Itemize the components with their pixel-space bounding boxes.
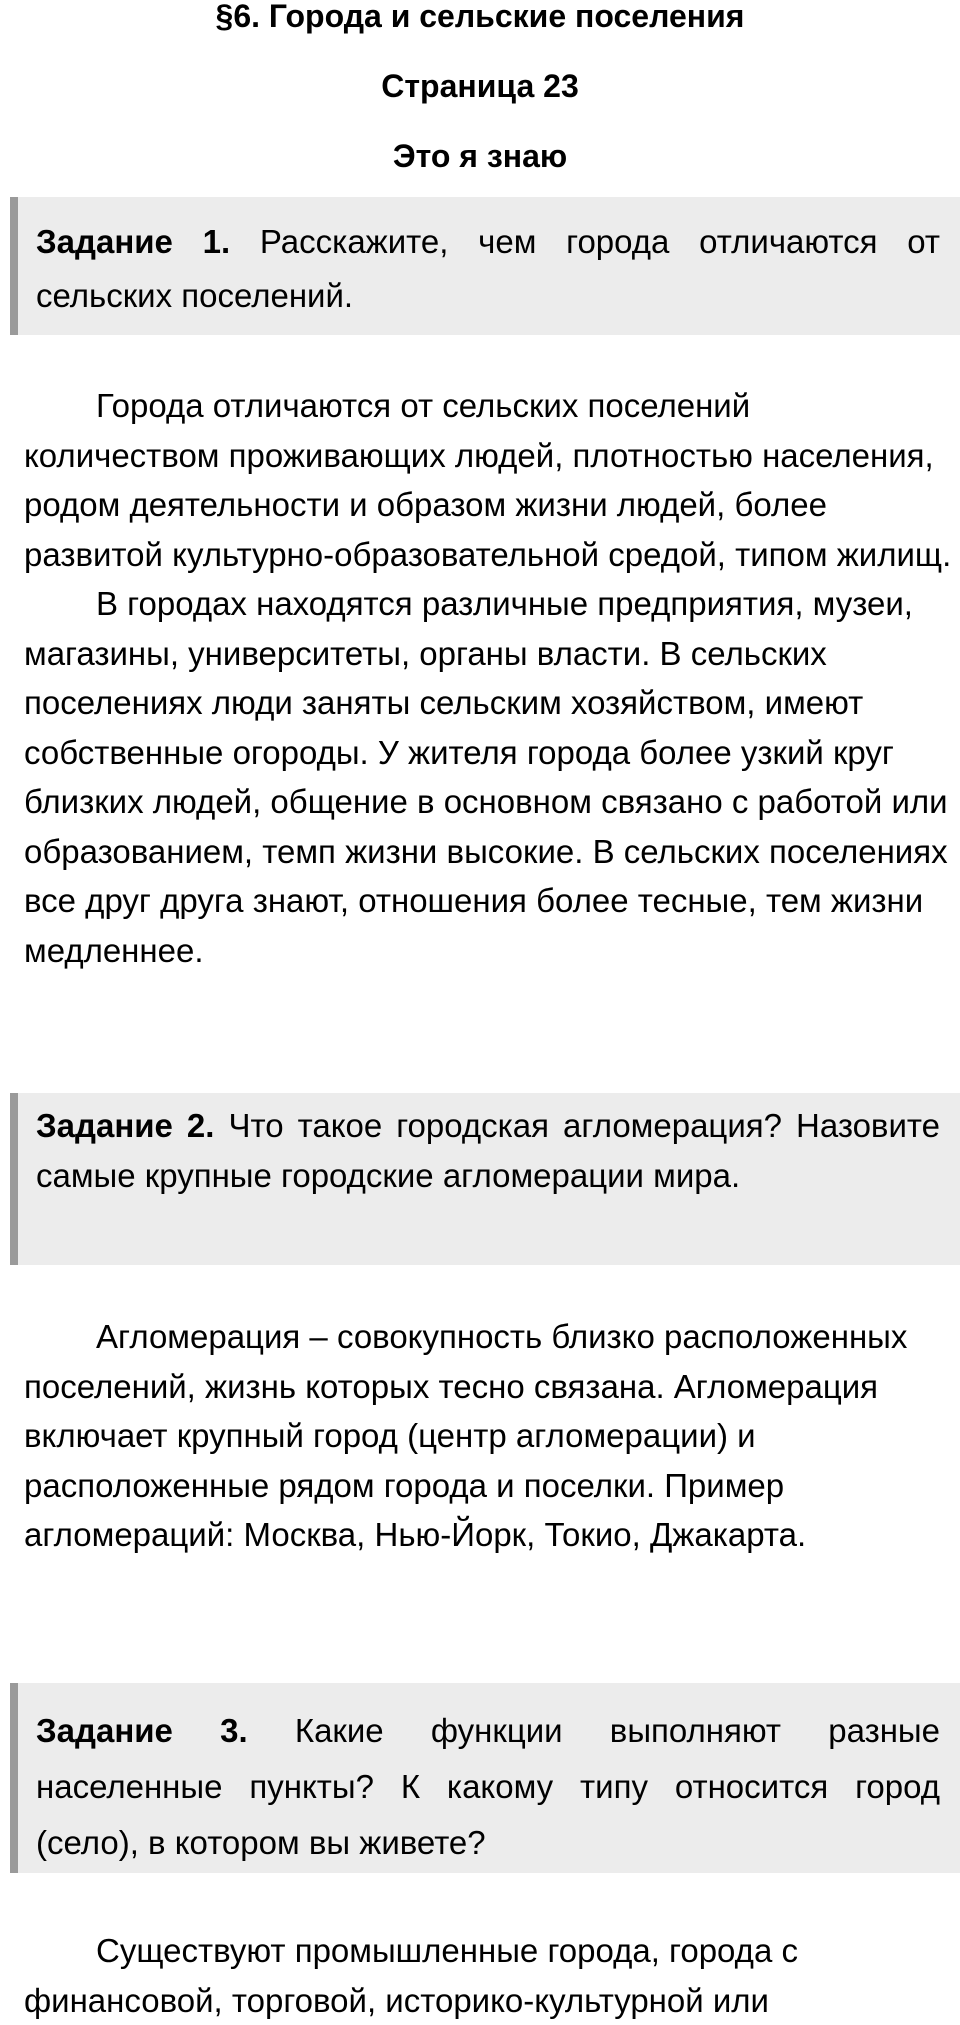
task-3-label: Задание 3. [36, 1712, 248, 1749]
page-label: Страница 23 [381, 68, 579, 104]
task-2-question: Что такое городская агломерация? Назовите самые крупные городские агломерации мира. [36, 1107, 940, 1194]
subtitle: Это я знаю [392, 138, 568, 174]
task-3-box [10, 1683, 960, 1873]
task-3-answer [24, 1926, 954, 2025]
answer-paragraph: В городах находятся различные предприятия, музеи, магазины, университеты, органы власти. В сельских поселениях люди заняты сельским хозяйством, имеют собственные огороды. У жителя города более узкий круг близких людей, общение в основном связано с работой или образованием, темп жизни высокие. В сельских поселениях все друг друга знают, отношения более тесные, тем жизни медленнее. [24, 585, 948, 969]
task-2-box [10, 1093, 960, 1265]
task-1-answer [24, 381, 954, 975]
task-2-label: Задание 2. [36, 1107, 215, 1144]
answer-paragraph: Агломерация – совокупность близко расположенных поселений, жизнь которых тесно связана. Агломерация включает крупный город (центр агломерации) и расположенные рядом города и поселки. Пример агломераций: Москва, Нью-Йорк, Токио, Джакарта. [24, 1318, 908, 1553]
section-title: §6. Города и сельские поселения [215, 0, 745, 34]
task-2-answer [24, 1312, 954, 1560]
task-1-label: Задание 1. [36, 223, 231, 260]
task-3-question: Какие функции выполняют разные населенные пункты? К какому типу относится город (село), в котором вы живете? [36, 1712, 941, 1861]
task-1-box [10, 197, 960, 335]
answer-paragraph: Города отличаются от сельских поселений количеством проживающих людей, плотностью населения, родом деятельности и образом жизни людей, более развитой культурно-образовательной средой, типом жилищ. [24, 387, 952, 573]
answer-paragraph: Существуют промышленные города, города с финансовой, торговой, историко-культурной или [24, 1932, 798, 2019]
task-1-question: Расскажите, чем города отличаются от сельских поселений. [36, 223, 940, 314]
